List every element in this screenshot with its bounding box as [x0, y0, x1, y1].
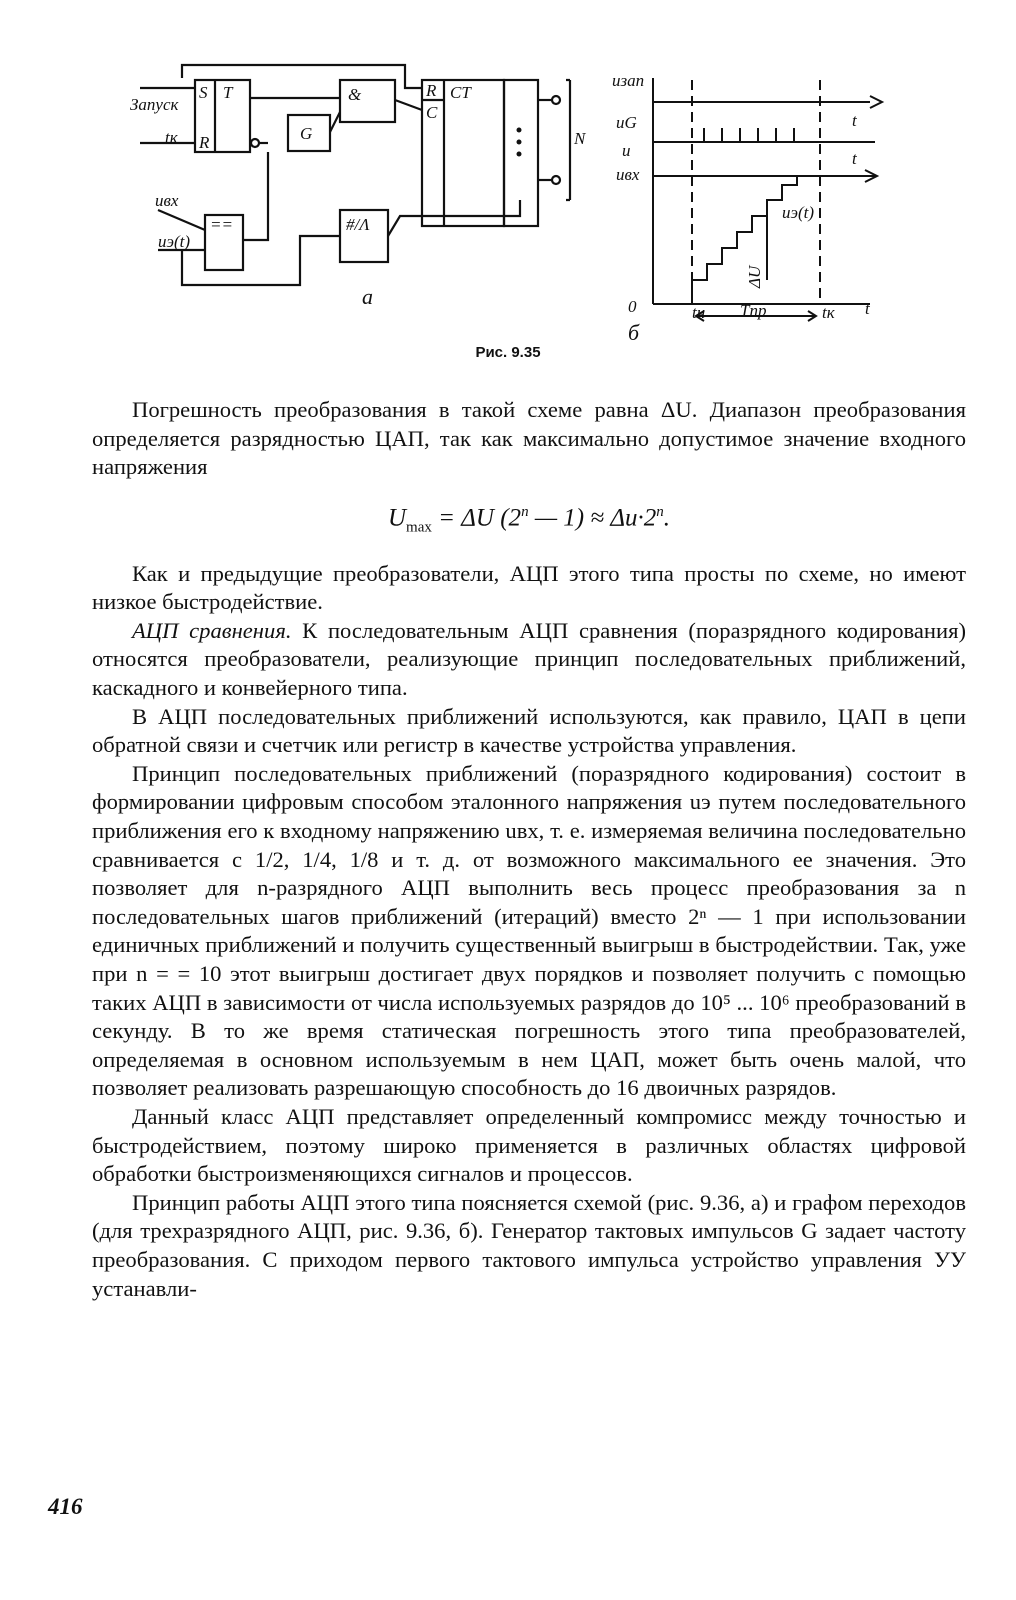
figure-caption: Рис. 9.35 — [475, 344, 541, 361]
and-label: & — [348, 85, 362, 104]
tk-timing-label: tк — [822, 303, 835, 322]
counter-c-label: C — [426, 103, 438, 122]
uzap-label: uзап — [612, 71, 645, 90]
block-diagram-dots — [517, 128, 522, 157]
u-label: u — [622, 141, 631, 160]
uvx-label: uвх — [616, 165, 640, 184]
dac-label: #/Λ — [346, 215, 370, 234]
start-label: Запуск — [130, 95, 179, 114]
section-term: АЦП сравнения. — [132, 617, 292, 643]
ue-label: uэ(t) — [158, 232, 191, 251]
block-diagram-labels — [130, 81, 587, 309]
timing-diagram-labels — [612, 71, 871, 345]
formula: $U_{max} = \Delta U$ (2$^n$ — $1) \approx \Delta u\cdot 2^n$. — [387, 503, 671, 536]
counter-r-label: R — [426, 81, 437, 100]
paragraph-5: Принцип последовательных приближений (поразрядного кодирования) состоит в формировании цифровым способом эталонного напряжения uэ путем последовательного приближения его к входному напряжению uвх, т. е. измеряемая величина последовательно сравнивается с 1/2, 1/4, 1/8 и т. д. от возможного максимального ее значения. Это позволяет для n-разрядного АЦП выполнить весь процесс преобразования за n последовательных шагов приближений (итераций) вместо 2ⁿ — 1 при использовании единичных приближений и получить существенный выигрыш в быстродействии. Так, уже при n = = 10 этот выигрыш достигает двух порядков и позволяет получить с помощью таких АЦП в зависимости от числа используемых разрядов до 10⁵ ... 10⁶ преобразований в секунду. В то же время статическая погрешность этого типа преобразователей, определяемая в основном используемым в нем ЦАП, может быть очень малой, что позволяет реализовать разрешающую способность до 16 двоичных разрядов. — [92, 760, 966, 1101]
timing-diagram — [653, 78, 882, 321]
tn-label: tн — [692, 303, 706, 322]
t-label-2: t — [852, 149, 857, 168]
trigger-s-label: S — [199, 83, 208, 102]
du-label: ΔU — [745, 265, 764, 288]
counter-ct-label: CT — [450, 83, 471, 102]
paragraph-6: Данный класс АЦП представляет определенный компромисс между точностью и быстродействием, поэтому широко применяется в различных областях цифровой обработки быстроизменяющихся сигналов и процессов. — [92, 1103, 966, 1187]
trigger-r-label: R — [199, 133, 210, 152]
paragraph-4: В АЦП последовательных приближений используются, как правило, ЦАП в цепи обратной связи и счетчик или регистр в качестве устройства управления. — [92, 703, 966, 758]
generator-label: G — [300, 124, 313, 143]
page-number: 416 — [48, 1494, 83, 1519]
t-label-1: t — [852, 111, 857, 130]
tk-label: tк — [165, 128, 178, 147]
ug-label: uG — [616, 113, 637, 132]
uin-label: uвх — [155, 191, 179, 210]
origin-label: 0 — [628, 297, 637, 316]
paragraph-3: АЦП сравнения. К последовательным АЦП сравнения (поразрядного кодирования) относятся преобразователи, реализующие принцип последовательных приближений, каскадного и конвейерного типа. — [92, 617, 966, 701]
figure-9-35 — [100, 40, 920, 380]
trigger-t-label: T — [223, 83, 233, 102]
body-text — [92, 396, 966, 1303]
ue-curve-label: uэ(t) — [782, 203, 815, 222]
tpr-label: Tпр — [740, 301, 767, 320]
paragraph-2: Как и предыдущие преобразователи, АЦП этого типа просты по схеме, но имеют низкое быстродействие. — [92, 560, 966, 615]
paragraph-1: Погрешность преобразования в такой схеме равна ΔU. Диапазон преобразования определяется разрядностью ЦАП, так как максимально допустимое значение входного напряжения — [92, 397, 966, 480]
bus-label: N — [574, 129, 586, 148]
t-label-3: t — [865, 299, 870, 318]
paragraph-7: Принцип работы АЦП этого типа поясняется схемой (рис. 9.36, а) и графом переходов (для трехразрядного АЦП, рис. 9.36, б). Генератор тактовых импульсов G задает частоту преобразования. С приходом первого тактового импульса устройство управления УУ устанавли- — [92, 1189, 966, 1301]
diagram-sublabel: а — [362, 284, 373, 309]
timing-sublabel: б — [628, 320, 640, 345]
comparator-label: == — [210, 215, 233, 234]
